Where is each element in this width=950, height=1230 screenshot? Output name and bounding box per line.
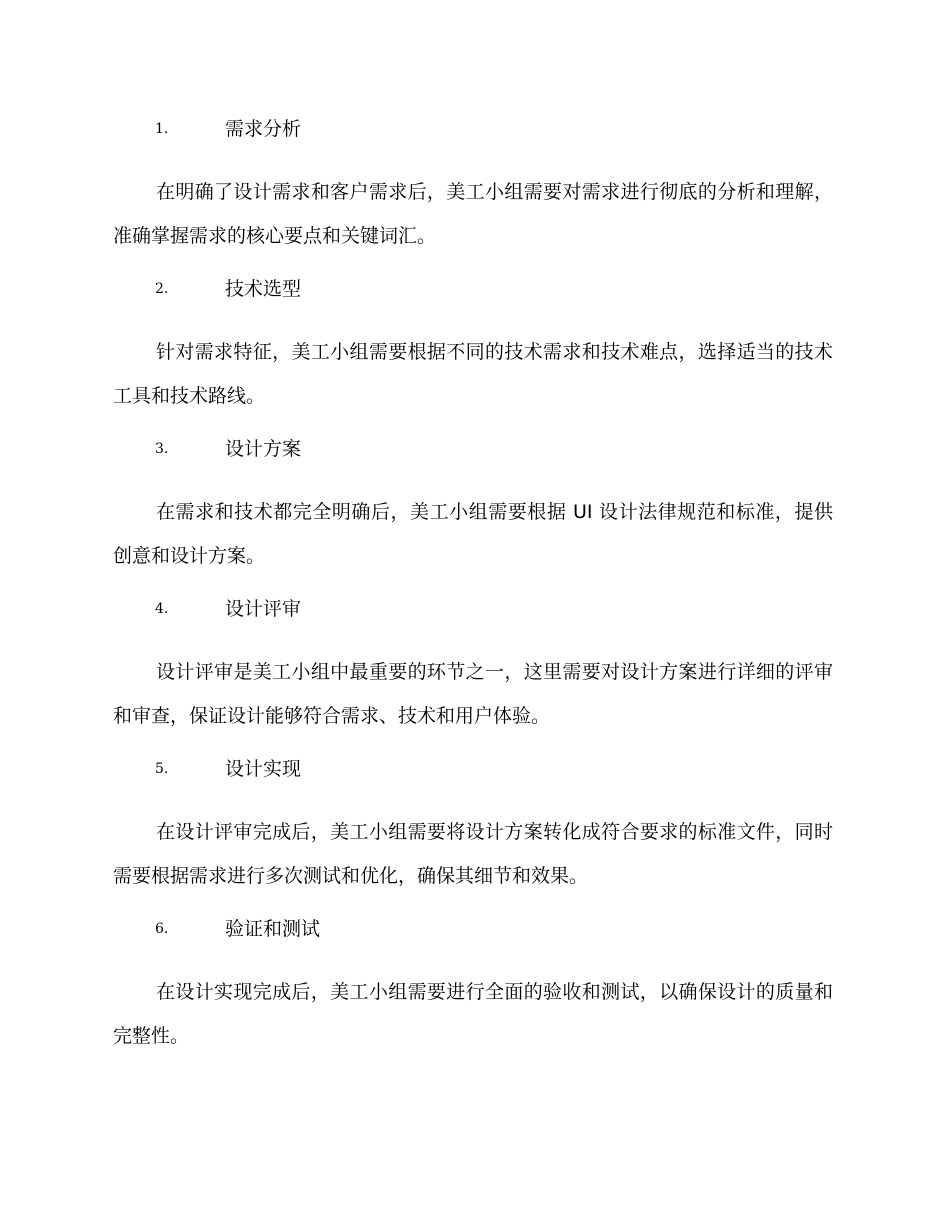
section-number: 3. <box>155 441 169 457</box>
section-title: 设计评审 <box>225 598 302 620</box>
section-number: 4. <box>155 601 169 617</box>
section-heading <box>113 914 833 944</box>
section-paragraph: 设计评审是美工小组中最重要的环节之一，这里需要对设计方案进行详细的评审和审查，保证设计能够符合需求、技术和用户体验。 <box>113 661 833 727</box>
section-paragraph: 针对需求特征，美工小组需要根据不同的技术需求和技术难点，选择适当的技术工具和技术路线。 <box>113 341 833 407</box>
section-paragraph: 在需求和技术都完全明确后，美工小组需要根据 UI 设计法律规范和标准，提供创意和设计方案。 <box>113 501 833 567</box>
section-heading <box>113 434 833 464</box>
section-paragraph: 在明确了设计需求和客户需求后，美工小组需要对需求进行彻底的分析和理解，准确掌握需求的核心要点和关键词汇。 <box>113 181 833 247</box>
section-heading <box>113 274 833 304</box>
section-2 <box>113 274 833 418</box>
section-heading <box>113 594 833 624</box>
section-5 <box>113 754 833 898</box>
section-title: 需求分析 <box>225 118 302 140</box>
section-title: 设计实现 <box>225 758 302 780</box>
section-number: 1. <box>155 121 169 137</box>
section-3 <box>113 434 833 578</box>
section-number: 5. <box>155 761 169 777</box>
section-paragraph: 在设计实现完成后，美工小组需要进行全面的验收和测试，以确保设计的质量和完整性。 <box>113 981 833 1047</box>
section-4 <box>113 594 833 738</box>
section-number: 2. <box>155 281 169 297</box>
section-title: 技术选型 <box>225 278 302 300</box>
section-number: 6. <box>155 921 169 937</box>
section-paragraph: 在设计评审完成后，美工小组需要将设计方案转化成符合要求的标准文件，同时需要根据需求进行多次测试和优化，确保其细节和效果。 <box>113 821 833 887</box>
section-heading <box>113 754 833 784</box>
section-title: 验证和测试 <box>225 918 321 940</box>
section-6 <box>113 914 833 1058</box>
section-1 <box>113 114 833 258</box>
section-title: 设计方案 <box>225 438 302 460</box>
section-heading <box>113 114 833 144</box>
